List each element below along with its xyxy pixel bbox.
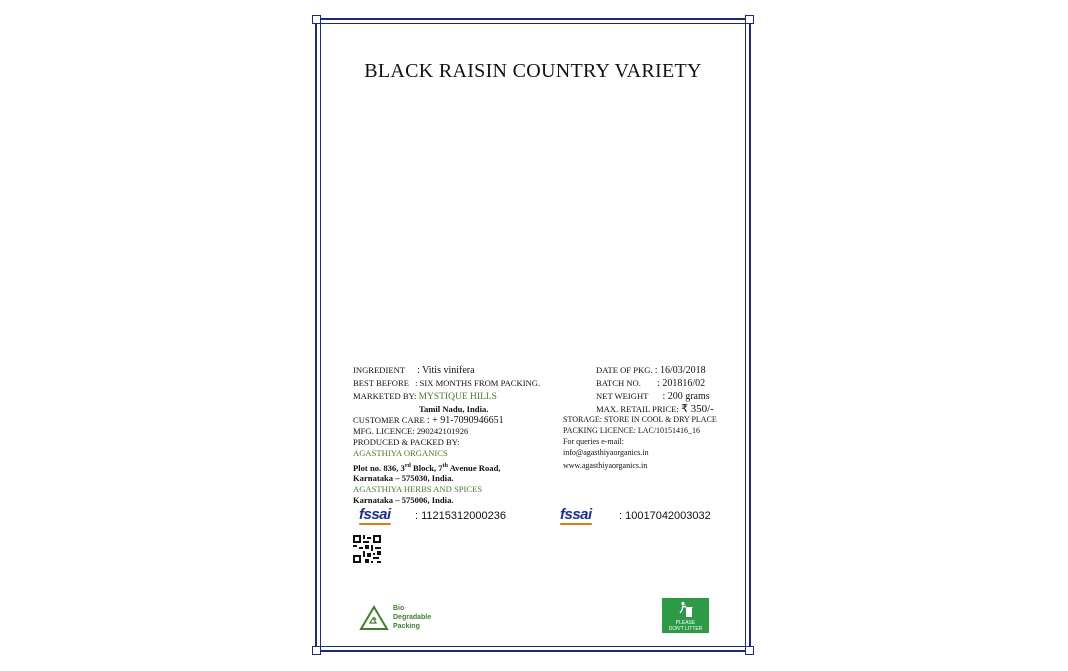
fssai-number-right: : 10017042003032 [619,510,711,522]
corner-ornament [312,15,321,24]
date-row [596,364,706,377]
bio-line: Bio [393,605,405,612]
address-part: Plot no. 836, 3 [353,462,405,473]
marketed-by-row [353,390,497,403]
address-superscript: th [442,463,448,469]
address-superscript: rd [404,463,411,469]
net-weight-row [596,390,710,403]
fssai-number-left: : 11215312000236 [415,510,506,522]
bio-degradable-text [393,604,431,631]
address-part: Avenue Road, [447,462,501,473]
bio-line: Packing [393,623,420,630]
customer-care-value: : + 91-7090946651 [426,415,504,426]
second-producer-address: Karnataka – 575006, India. [353,495,454,505]
packing-licence: PACKING LICENCE: LAC/10151416_16 [563,426,701,435]
batch-row [596,377,705,390]
mrp-label: MAX. RETAIL PRICE: [596,404,679,414]
second-producer-name: AGASTHIYA HERBS AND SPICES [353,484,483,494]
date-label: DATE OF PKG. [596,365,653,375]
bio-line: Degradable [393,614,432,621]
best-before-value: : SIX MONTHS FROM PACKING. [415,378,541,388]
product-title: BLACK RAISIN COUNTRY VARIETY [364,60,702,82]
dont-litter-badge [662,598,709,633]
marketed-location: Tamil Nadu, India. [419,404,489,414]
recycle-triangle-icon [359,605,389,631]
marketed-by-value: MYSTIQUE HILLS [418,392,497,402]
litter-line: DON'T LITTER [668,626,703,632]
corner-ornament [745,15,754,24]
storage-info: STORAGE: STORE IN COOL & DRY PLACE [563,415,717,424]
product-label [315,18,751,652]
corner-ornament [745,646,754,655]
ingredient-label: INGREDIENT [353,365,405,375]
mrp-value: ₹ 350/- [680,403,714,415]
net-weight-value: : 200 grams [662,391,710,402]
label-inner-border [320,23,746,647]
ingredient-row [353,364,475,377]
fssai-logo-right: fssai [560,506,592,523]
litter-line: PLEASE [675,620,696,626]
best-before-label: BEST BEFORE [353,378,409,388]
address-part: Block, 7 [410,462,443,473]
website-url: www.agasthiyaorganics.in [563,461,648,470]
qr-code-icon [353,535,381,563]
mfg-licence: MFG. LICENCE: 290242101926 [353,426,469,436]
produced-label: PRODUCED & PACKED BY: [353,437,460,447]
marketed-by-label: MARKETED BY: [353,391,417,401]
customer-care-label: CUSTOMER CARE [353,415,425,425]
trash-bin-icon [678,601,694,619]
date-value: : 16/03/2018 [654,365,706,376]
batch-label: BATCH NO. [596,378,641,388]
best-before-row [353,377,540,389]
queries-label: For queries e-mail: [563,437,624,446]
net-weight-label: NET WEIGHT [596,391,649,401]
producer-name: AGASTHIYA ORGANICS [353,448,448,458]
batch-value: : 201816/02 [657,378,706,389]
corner-ornament [312,646,321,655]
producer-address-line2: Karnataka – 575030, India. [353,473,454,483]
fssai-logo-left: fssai [359,506,391,523]
ingredient-value: : Vitis vinifera [417,365,475,376]
email-address: info@agasthiyaorganics.in [563,448,649,457]
